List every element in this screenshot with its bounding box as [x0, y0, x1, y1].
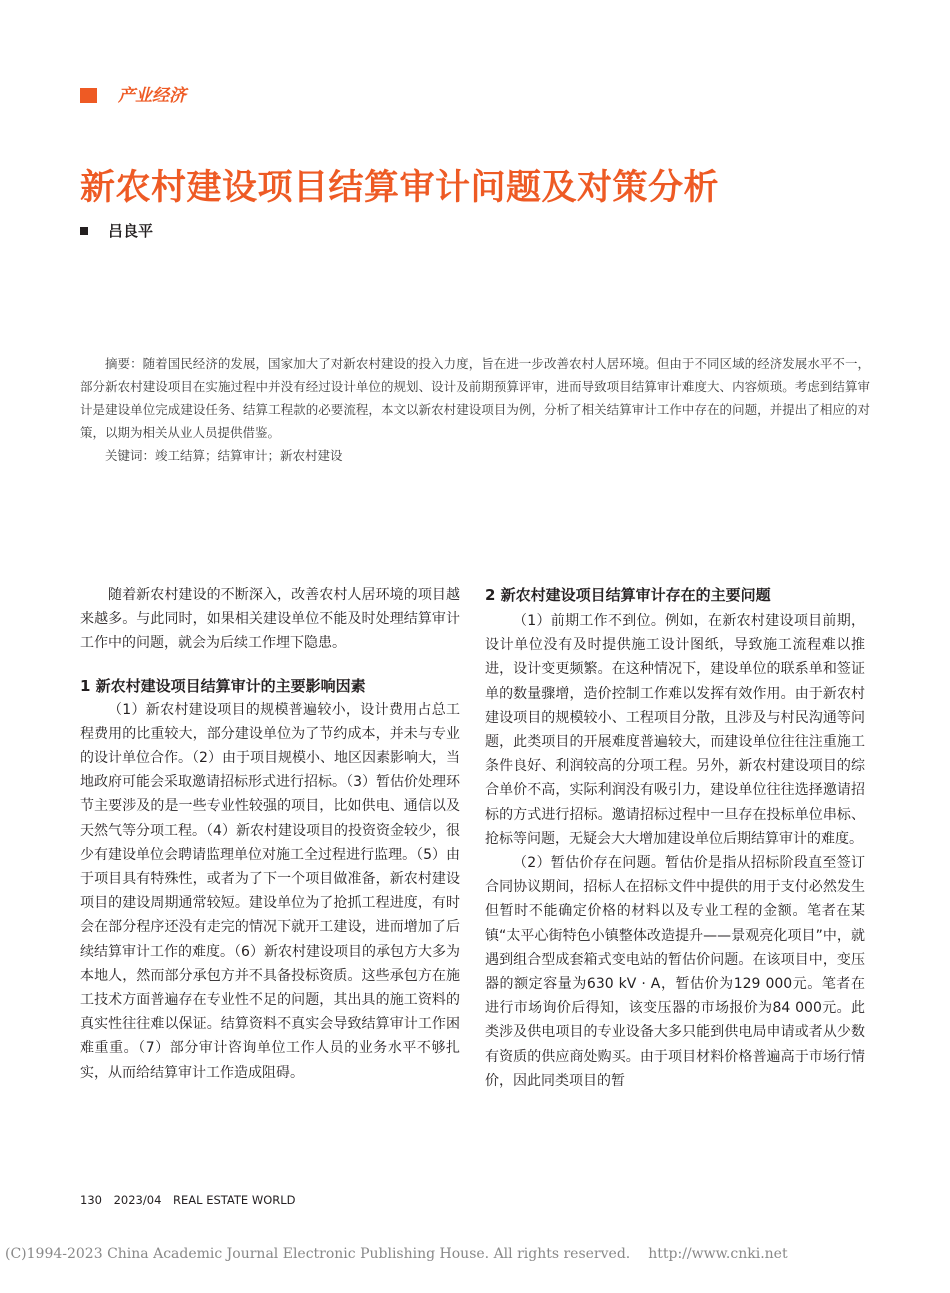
journal-name: REAL ESTATE WORLD [173, 1193, 296, 1207]
page-number: 130 [80, 1193, 102, 1207]
section-1-paragraph: （1）新农村建设项目的规模普遍较小，设计费用占总工程费用的比重较大，部分建设单位为了节约成本，并未与专业的设计单位合作。（2）由于项目规模小、地区因素影响大，当地政府可能会采取邀请招标形式进行招标。（3）暂估价处理环节主要涉及的是一些专业性较强的项目，比如供电、通信以及天然气等分项工程。（4）新农村建设项目的投资资金较少，很少有建设单位会聘请监理单位对施工全过程进行监理。（5）由于项目具有特殊性，或者为了下一个项目做准备，新农村建设项目的建设周期通常较短。建设单位为了抢抓工程进度，有时会在部分程序还没有走完的情况下就开工建设，进而增加了后续结算审计工作的难度。（6）新农村建设项目的承包方大多为本地人，然而部分承包方并不具备投标资质。这些承包方在施工技术方面普遍存在专业性不足的问题，其出具的施工资料的真实性往往难以保证。结算资料不真实会导致结算审计工作困难重重。（7）部分审计咨询单位工作人员的业务水平不够扎实，从而给结算审计工作造成阻碍。 [80, 701, 460, 1081]
section-marker [80, 88, 97, 103]
cnki-link[interactable]: http://www.cnki.net [648, 1246, 788, 1262]
section-label: 产业经济 [118, 86, 186, 106]
intro-paragraph: 随着新农村建设的不断深入，改善农村人居环境的项目越来越多。与此同时，如果相关建设单位不能及时处理结算审计工作中的问题，就会为后续工作埋下隐患。 [80, 587, 460, 652]
section-2-heading: 2 新农村建设项目结算审计存在的主要问题 [485, 586, 771, 604]
issue-date: 2023/04 [113, 1193, 162, 1207]
author-marker [80, 227, 88, 235]
abstract [80, 352, 870, 467]
right-column [485, 583, 865, 1093]
page-footer [80, 1192, 304, 1208]
author-name: 吕良平 [108, 222, 154, 240]
article-title: 新农村建设项目结算审计问题及对策分析 [80, 168, 720, 208]
abstract-text: 摘要：随着国民经济的发展，国家加大了对新农村建设的投入力度，旨在进一步改善农村人居环境。但由于不同区域的经济发展水平不一，部分新农村建设项目在实施过程中并没有经过设计单位的规划、设计及前期预算评审，进而导致项目结算审计难度大、内容烦琐。考虑到结算审计是建设单位完成建设任务、结算工程款的必要流程，本文以新农村建设项目为例，分析了相关结算审计工作中存在的问题，并提出了相应的对策，以期为相关从业人员提供借鉴。 [80, 356, 870, 440]
section-2-paragraph-2: （2）暂估价存在问题。暂估价是指从招标阶段直至签订合同协议期间，招标人在招标文件中提供的用于支付必然发生但暂时不能确定价格的材料以及专业工程的金额。笔者在某镇“太平心街特色小镇整体改造提升——景观亮化项目”中，就遇到组合型成套箱式变电站的暂估价问题。在该项目中，变压器的额定容量为630 kV · A，暂估价为129 000元。笔者在进行市场询价后得知，该变压器的市场报价为84 000元。此类涉及供电项目的专业设备大多只能到供电局申请或者从少数有资质的供应商处购买。由于项目材料价格普遍高于市场行情价，因此同类项目的暂 [485, 855, 865, 1089]
section-1-heading: 1 新农村建设项目结算审计的主要影响因素 [80, 676, 366, 695]
section-2-paragraph-1: （1）前期工作不到位。例如，在新农村建设项目前期，设计单位没有及时提供施工设计图纸，导致施工流程难以推进，设计变更频繁。在这种情况下，建设单位的联系单和签证单的数量骤增，造价控制工作难以发挥有效作用。由于新农村建设项目的规模较小、工程项目分散，且涉及与村民沟通等问题，此类项目的开展难度普遍较大，而建设单位往往注重施工条件良好、利润较高的分项工程。另外，新农村建设项目的综合单价不高，实际利润没有吸引力，建设单位往往选择邀请招标的方式进行招标。邀请招标过程中一旦存在投标单位串标、抢标等问题，无疑会大大增加建设单位后期结算审计的难度。 [485, 613, 865, 847]
copyright-notice [5, 1244, 788, 1264]
left-column [80, 583, 460, 1085]
copyright-text: (C)1994-2023 China Academic Journal Electronic Publishing House. All rights reserved. [5, 1246, 631, 1262]
keywords: 关键词：竣工结算；结算审计；新农村建设 [105, 448, 343, 463]
